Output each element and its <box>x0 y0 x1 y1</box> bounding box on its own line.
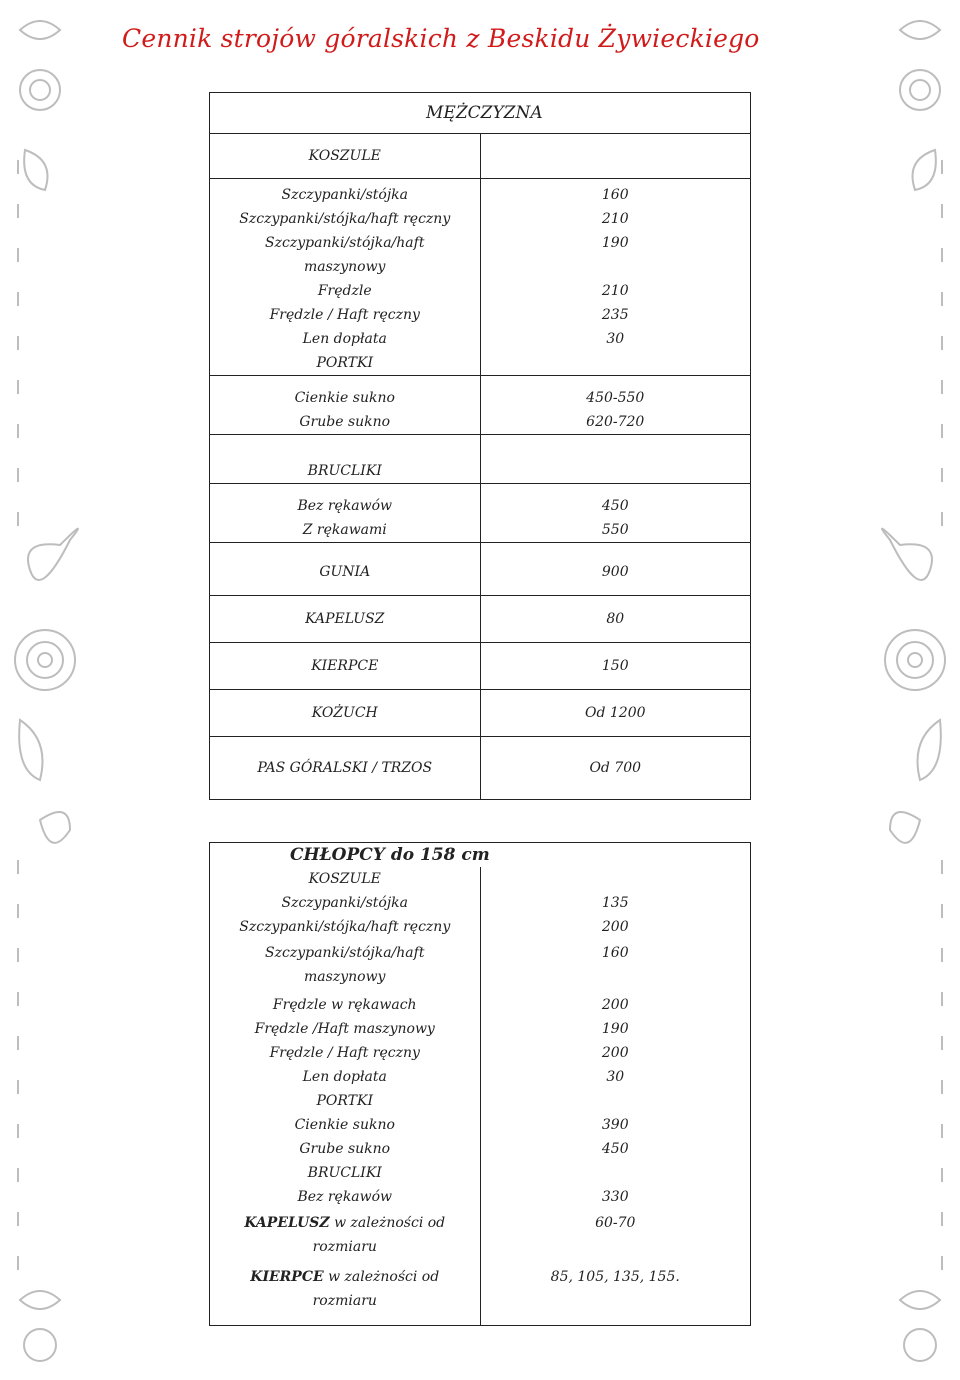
category-label: PORTKI <box>210 351 481 376</box>
table-row <box>210 1185 751 1209</box>
item-price: 200 <box>480 1041 751 1065</box>
category-label: KOSZULE <box>210 867 481 891</box>
table-row <box>210 543 751 596</box>
table-row <box>210 279 751 303</box>
item-name: Z rękawami <box>210 518 481 543</box>
item-price: 135 <box>480 891 751 915</box>
item-price: Od 700 <box>480 737 751 800</box>
item-name: KOŻUCH <box>210 690 481 737</box>
item-price: 160 <box>480 939 751 993</box>
table-row <box>210 1209 751 1263</box>
item-price: 30 <box>480 327 751 351</box>
item-price: 150 <box>480 643 751 690</box>
item-name-bold: KIERPCE <box>250 1269 324 1285</box>
table-row <box>210 1017 751 1041</box>
item-price: 160 <box>480 179 751 208</box>
men-category-row <box>210 134 751 179</box>
item-name: Bez rękawów <box>210 1185 481 1209</box>
item-name: Frędzle <box>210 279 481 303</box>
men-header: MĘŻCZYZNA <box>210 93 751 134</box>
item-name: Szczypanki/stójka/haft ręczny <box>210 207 481 231</box>
item-name: GUNIA <box>210 543 481 596</box>
item-name: Frędzle w rękawach <box>210 993 481 1017</box>
item-name: Szczypanki/stójka <box>210 891 481 915</box>
item-name: Grube sukno <box>210 1137 481 1161</box>
table-row <box>210 1137 751 1161</box>
boys-category-row <box>210 1161 751 1185</box>
table-row <box>210 1041 751 1065</box>
item-price: 620-720 <box>480 410 751 435</box>
item-name: PAS GÓRALSKI / TRZOS <box>210 737 481 800</box>
boys-price-table <box>209 842 751 1326</box>
item-name: Szczypanki/stójka <box>210 179 481 208</box>
item-price: 200 <box>480 915 751 939</box>
boys-header-row <box>210 843 751 868</box>
table-row <box>210 993 751 1017</box>
item-name: Cienkie sukno <box>210 376 481 411</box>
item-name: Bez rękawów <box>210 484 481 519</box>
item-price: 210 <box>480 207 751 231</box>
table-row <box>210 231 751 279</box>
item-price: 80 <box>480 596 751 643</box>
item-name: Len dopłata <box>210 1065 481 1089</box>
item-name <box>210 1263 481 1326</box>
item-name: Szczypanki/stójka/haft maszynowy <box>210 939 481 993</box>
table-row <box>210 484 751 519</box>
item-price: 330 <box>480 1185 751 1209</box>
table-row <box>210 327 751 351</box>
item-price: 450-550 <box>480 376 751 411</box>
table-row <box>210 1065 751 1089</box>
table-row <box>210 376 751 411</box>
category-label: BRUCLIKI <box>210 435 481 484</box>
item-name-bold: KAPELUSZ <box>244 1215 330 1231</box>
item-name: KAPELUSZ <box>210 596 481 643</box>
item-price: 450 <box>480 484 751 519</box>
item-price: 190 <box>480 1017 751 1041</box>
folk-ornament-border-left <box>0 0 110 1380</box>
table-row <box>210 207 751 231</box>
category-label: KOSZULE <box>210 134 481 179</box>
table-row <box>210 915 751 939</box>
item-price: 60-70 <box>480 1209 751 1263</box>
item-name <box>210 1209 481 1263</box>
item-name-rest: w zależności od rozmiaru <box>312 1269 440 1309</box>
page-title: Cennik strojów góralskich z Beskidu Żywieckiego <box>122 24 760 53</box>
men-category-row <box>210 435 751 484</box>
item-name: Frędzle /Haft maszynowy <box>210 1017 481 1041</box>
table-row <box>210 737 751 800</box>
item-name: Szczypanki/stójka/haft ręczny <box>210 915 481 939</box>
item-name: Frędzle / Haft ręczny <box>210 1041 481 1065</box>
item-name: Szczypanki/stójka/haft maszynowy <box>210 231 481 279</box>
table-row <box>210 643 751 690</box>
boys-category-row <box>210 1089 751 1113</box>
men-price-table <box>209 92 751 800</box>
item-name: Grube sukno <box>210 410 481 435</box>
boys-category-row <box>210 867 751 891</box>
category-label: PORTKI <box>210 1089 481 1113</box>
category-label: BRUCLIKI <box>210 1161 481 1185</box>
item-price: 200 <box>480 993 751 1017</box>
item-price: 190 <box>480 231 751 279</box>
item-price: 210 <box>480 279 751 303</box>
item-price: 30 <box>480 1065 751 1089</box>
item-price: Od 1200 <box>480 690 751 737</box>
boys-header: CHŁOPCY do 158 cm <box>210 843 751 868</box>
folk-ornament-border-right <box>850 0 960 1380</box>
table-row <box>210 939 751 993</box>
table-row <box>210 303 751 327</box>
item-name: Frędzle / Haft ręczny <box>210 303 481 327</box>
item-name: KIERPCE <box>210 643 481 690</box>
table-row <box>210 410 751 435</box>
item-price: 900 <box>480 543 751 596</box>
item-name-rest: w zależności od rozmiaru <box>312 1215 446 1255</box>
item-price: 450 <box>480 1137 751 1161</box>
item-price: 550 <box>480 518 751 543</box>
item-price: 85, 105, 135, 155. <box>480 1263 751 1326</box>
item-price: 235 <box>480 303 751 327</box>
item-price: 390 <box>480 1113 751 1137</box>
men-header-row <box>210 93 751 134</box>
table-row <box>210 596 751 643</box>
table-row <box>210 1113 751 1137</box>
item-name: Cienkie sukno <box>210 1113 481 1137</box>
table-row <box>210 690 751 737</box>
item-name: Len dopłata <box>210 327 481 351</box>
table-row <box>210 891 751 915</box>
table-row <box>210 1263 751 1326</box>
table-row <box>210 179 751 208</box>
table-row <box>210 518 751 543</box>
men-category-row <box>210 351 751 376</box>
